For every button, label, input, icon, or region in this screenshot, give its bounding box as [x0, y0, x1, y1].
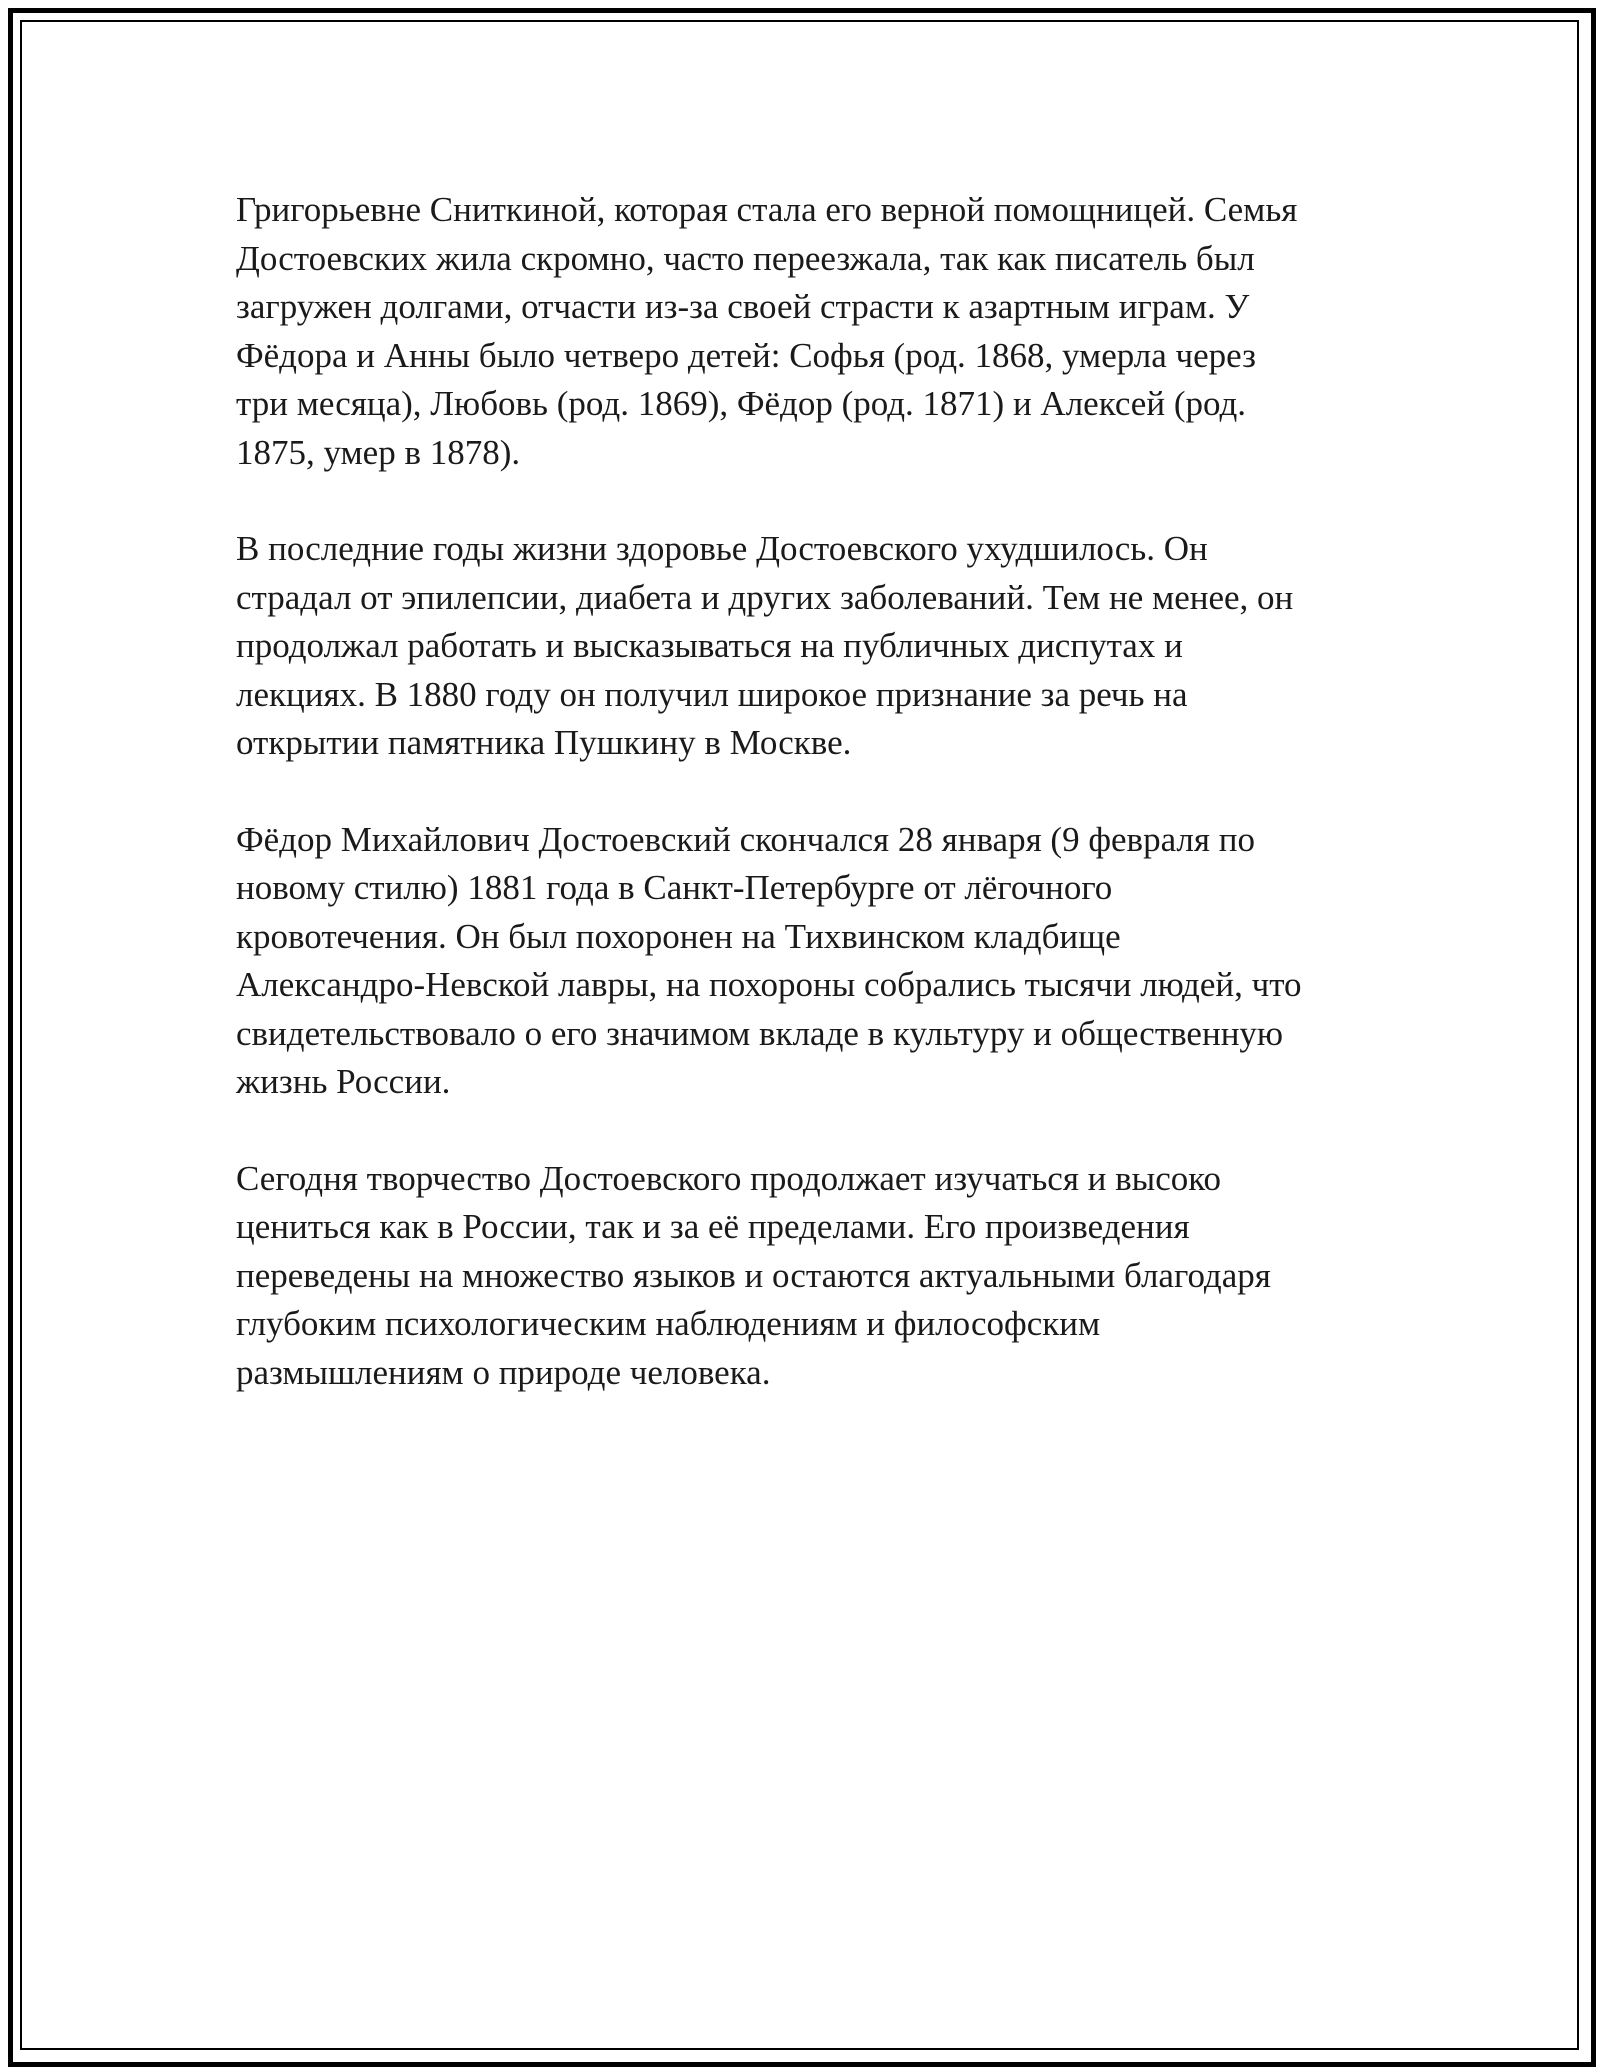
document-body	[236, 186, 1376, 1445]
paragraph-family: Григорьевне Сниткиной, которая стала его верной помощницей. Семья Достоевских жила скромно, часто переезжала, так как писатель был загружен долгами, отчасти из-за своей страсти к азартным играм. У Фёдора и Анны было четверо детей: Софья (род. 1868, умерла через три месяца), Любовь (род. 1869), Фёдор (род. 1871) и Алексей (род. 1875, умер в 1878).	[236, 190, 1298, 472]
paragraph-legacy: Сегодня творчество Достоевского продолжает изучаться и высоко цениться как в России, так и за её пределами. Его произведения переведены на множество языков и остаются актуальными благодаря глубоким психологическим наблюдениям и философским размышлениям о природе человека.	[236, 1158, 1271, 1392]
paragraph-last-years: В последние годы жизни здоровье Достоевского ухудшилось. Он страдал от эпилепсии, диабета и других заболеваний. Тем не менее, он продолжал работать и высказываться на публичных диспутах и лекциях. В 1880 году он получил широкое признание за речь на открытии памятника Пушкину в Москве.	[236, 529, 1294, 762]
paragraph-death: Фёдор Михайлович Достоевский скончался 28 января (9 февраля по новому стилю) 1881 года в Санкт-Петербурге от лёгочного кровотечения. Он был похоронен на Тихвинском кладбище Александро-Невской лавры, на похороны собрались тысячи людей, что свидетельствовало о его значимом вкладе в культуру и общественную жизнь России.	[236, 819, 1302, 1101]
